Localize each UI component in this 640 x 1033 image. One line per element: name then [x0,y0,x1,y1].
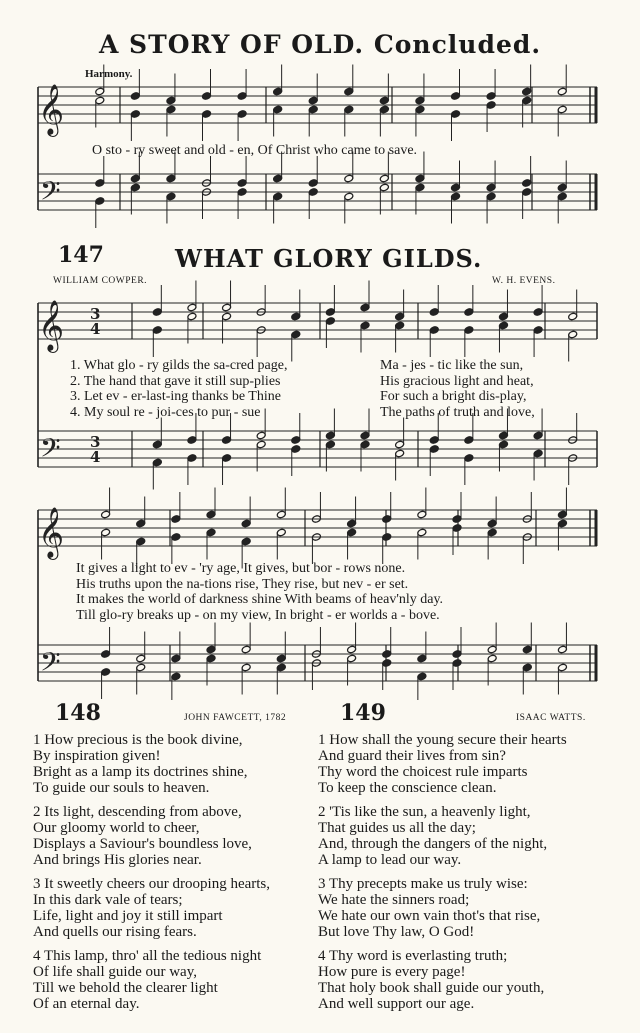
note-head [241,645,251,654]
verse-line: Ma - jes - tic like the sun, [380,358,524,373]
note-head [347,519,357,528]
note-head [382,515,392,524]
note-head [273,87,283,96]
note-head [166,96,176,105]
hymn-line: 2 Its light, descending from above, [33,804,242,820]
note-head [291,312,301,321]
note-head [206,654,216,663]
note-head [464,326,474,335]
note-head [360,303,370,312]
note-head [130,174,140,183]
author-credit: WILLIAM COWPER. [53,276,148,286]
note-head [130,183,140,192]
note-head [276,510,286,519]
harmony-label: Harmony. [85,68,133,80]
verse-line: 2. The hand that gave it still sup-plies [70,373,281,389]
note-head [415,105,425,114]
note-head [344,105,354,114]
hymn-line: To guide our souls to heaven. [33,780,210,796]
note-head [241,663,251,672]
note-head [557,645,567,654]
note-head [417,654,427,663]
hymn-line: A lamp to lead our way. [318,852,462,868]
note-head [452,515,462,524]
hymn-number: 147 [58,242,104,268]
note-head [382,533,392,542]
verse-line: The paths of truth and love, [380,404,535,420]
hymn-line: Of life shall guide our way, [33,964,197,980]
note-head [395,312,405,321]
note-head [347,528,357,537]
note-head [379,183,389,192]
verse-block-1b [380,358,535,420]
note-head [344,192,354,201]
hymn-title: WHAT GLORY GILDS. [175,244,483,273]
note-head [415,174,425,183]
note-head [291,330,301,339]
hymn-line: And well support our age. [318,996,475,1012]
note-head [101,528,111,537]
note-head [276,528,286,537]
note-head [325,431,335,440]
note-head [533,431,543,440]
note-head [429,436,439,445]
hymn-line: And, through the dangers of the night, [318,836,548,852]
note-head [222,312,232,321]
note-head [498,440,508,449]
note-head [130,92,140,101]
hymn-line: 1 How precious is the book divine, [33,732,243,748]
time-signature: 3 [90,305,101,323]
hymn-line: 4 Thy word is everlasting truth; [318,948,508,964]
note-head [429,326,439,335]
note-head [171,515,181,524]
note-head [557,519,567,528]
note-head [486,183,496,192]
note-head [487,654,497,663]
note-head [522,87,532,96]
note-head [557,105,567,114]
note-head [95,96,105,105]
verse-line: 1. What glo - ry gilds the sa-cred page, [70,358,288,373]
author-credit: ISAAC WATTS. [516,713,586,723]
verse-block-2 [76,561,443,623]
page-title: A STORY OF OLD. Concluded. [98,30,542,59]
hymn-line: We hate the sinners road; [318,892,470,908]
hymn-number: 149 [340,700,386,726]
note-head [95,87,105,96]
note-head [136,663,146,672]
author-credit: JOHN FAWCETT, 1782 [184,713,287,723]
treble-clef: 𝄞 [38,300,65,351]
note-head [557,663,567,672]
note-head [152,458,162,467]
verse-line: For such a bright dis-play, [380,389,527,404]
hymn-line: That guides us all the day; [318,820,476,836]
note-head [557,183,567,192]
note-head [308,96,318,105]
time-signature: 4 [90,448,101,466]
note-head [187,303,197,312]
note-head [241,537,251,546]
hymn-line: By inspiration given! [33,748,161,764]
verse-line: It makes the world of darkness shine With beams of heav'nly day. [76,592,444,607]
note-head [101,510,111,519]
note-head [429,308,439,317]
note-head [308,188,318,197]
note-head [273,192,283,201]
note-head [464,436,474,445]
verse-line: 3. Let ev - er-last-ing thanks be Thine [70,389,281,404]
note-head [187,454,197,463]
note-head [395,440,405,449]
bass-clef: 𝄢 [40,646,61,684]
hymn-line: To keep the conscience clean. [318,780,497,796]
bass-clef: 𝄢 [40,175,61,213]
hymn-line: Bright as a lamp its doctrines shine, [33,764,248,780]
note-head [95,197,105,206]
verse-line: Till glo-ry breaks up - on my view, In bright - er worlds a - bove. [76,607,440,623]
note-head [237,188,247,197]
note-head [166,174,176,183]
hymn-line: 2 'Tis like the sun, a heavenly light, [318,804,531,820]
note-head [325,317,335,326]
note-head [417,528,427,537]
hymn-line: How pure is every page! [318,964,466,980]
note-head [568,330,578,339]
note-head [241,519,251,528]
note-head [379,174,389,183]
hymn-line: Till we behold the clearer light [33,980,218,996]
note-head [451,110,461,119]
note-head [487,519,497,528]
note-head [382,650,392,659]
note-head [171,654,181,663]
hymn-line: That holy book shall guide our youth, [318,980,545,996]
note-head [347,645,357,654]
note-head [487,645,497,654]
verse-line: 4. My soul re - joi-ces to pur - sue [70,404,261,420]
note-head [486,101,496,110]
note-head [222,303,232,312]
hymn-148-text [33,732,270,1012]
hymn-line: And brings His glories near. [33,852,202,868]
note-head [487,528,497,537]
hymn-number: 148 [55,700,101,726]
note-head [557,510,567,519]
note-head [417,510,427,519]
note-head [237,179,247,188]
note-head [344,87,354,96]
note-head [379,96,389,105]
hymn-line: Our gloomy world to cheer, [33,820,200,836]
note-head [498,431,508,440]
note-head [206,510,216,519]
hymn-line: 1 How shall the young secure their hearts [318,732,567,748]
hymn-line: And quells our rising fears. [33,924,197,940]
note-head [415,183,425,192]
note-head [237,110,247,119]
hymn-line: But love Thy law, O God! [318,924,475,940]
note-head [325,308,335,317]
verse-block-1 [70,358,287,420]
note-head [464,454,474,463]
note-head [276,663,286,672]
note-head [452,659,462,668]
note-head [325,440,335,449]
note-head [452,524,462,533]
note-head [498,312,508,321]
note-head [152,308,162,317]
note-head [522,188,532,197]
note-head [568,312,578,321]
note-head [498,321,508,330]
note-head [130,110,140,119]
note-head [171,533,181,542]
treble-clef: 𝄞 [38,507,65,558]
note-head [429,445,439,454]
note-head [187,436,197,445]
note-head [308,105,318,114]
note-head [273,174,283,183]
note-head [452,650,462,659]
hymn-line: We hate our own vain thot's that rise, [318,908,541,924]
note-head [256,431,266,440]
note-head [533,449,543,458]
hymn-line: Of an eternal day. [33,996,140,1012]
note-head [206,528,216,537]
note-head [395,449,405,458]
verse-line: It gives a light to ev - 'ry age, It gives, but bor - rows none. [76,561,406,576]
note-head [451,192,461,201]
note-head [202,92,212,101]
note-head [187,312,197,321]
tune1-lyric: O sto - ry sweet and old - en, Of Christ who came to save. [92,143,418,158]
note-head [166,192,176,201]
note-head [382,659,392,668]
note-head [136,654,146,663]
note-head [522,96,532,105]
treble-clef: 𝄞 [38,84,65,135]
note-head [206,645,216,654]
verse-line: His gracious light and heat, [380,373,534,389]
note-head [273,105,283,114]
note-head [417,672,427,681]
note-head [395,321,405,330]
note-head [522,645,532,654]
note-head [291,436,301,445]
hymn-line: Thy word the choicest rule imparts [318,764,528,780]
note-head [557,87,567,96]
note-head [486,192,496,201]
note-head [451,92,461,101]
note-head [202,110,212,119]
hymn-line: 4 This lamp, thro' all the tedious night [33,948,262,964]
note-head [256,440,266,449]
note-head [166,105,176,114]
note-head [276,654,286,663]
note-head [101,668,111,677]
hymn-149-text [318,732,567,1012]
note-head [136,537,146,546]
note-head [415,96,425,105]
note-head [152,440,162,449]
note-head [464,308,474,317]
note-head [360,440,370,449]
note-head [291,445,301,454]
note-head [222,454,232,463]
hymn-line: In this dark vale of tears; [33,892,183,908]
note-head [101,650,111,659]
note-head [308,179,318,188]
note-head [237,92,247,101]
note-head [152,326,162,335]
note-head [486,92,496,101]
note-head [379,105,389,114]
hymn-line: Life, light and joy it still impart [33,908,223,924]
hymn-line: 3 Thy precepts make us truly wise: [318,876,528,892]
note-head [360,321,370,330]
time-signature: 4 [90,320,101,338]
composer-credit: W. H. EVENS. [492,276,556,286]
hymn-line: Displays a Saviour's boundless love, [33,836,252,852]
note-head [136,519,146,528]
note-head [347,654,357,663]
note-head [533,308,543,317]
bass-clef: 𝄢 [40,432,61,470]
note-head [222,436,232,445]
note-head [522,663,532,672]
note-head [171,672,181,681]
note-head [360,431,370,440]
note-head [344,174,354,183]
hymn-line: And guard their lives from sin? [318,748,506,764]
note-head [533,326,543,335]
note-head [557,192,567,201]
note-head [451,183,461,192]
time-signature: 3 [90,433,101,451]
note-head [95,179,105,188]
verse-line: His truths upon the na-tions rise, They rise, but nev - er set. [76,576,409,592]
note-head [522,179,532,188]
hymn-line: 3 It sweetly cheers our drooping hearts, [33,876,271,892]
